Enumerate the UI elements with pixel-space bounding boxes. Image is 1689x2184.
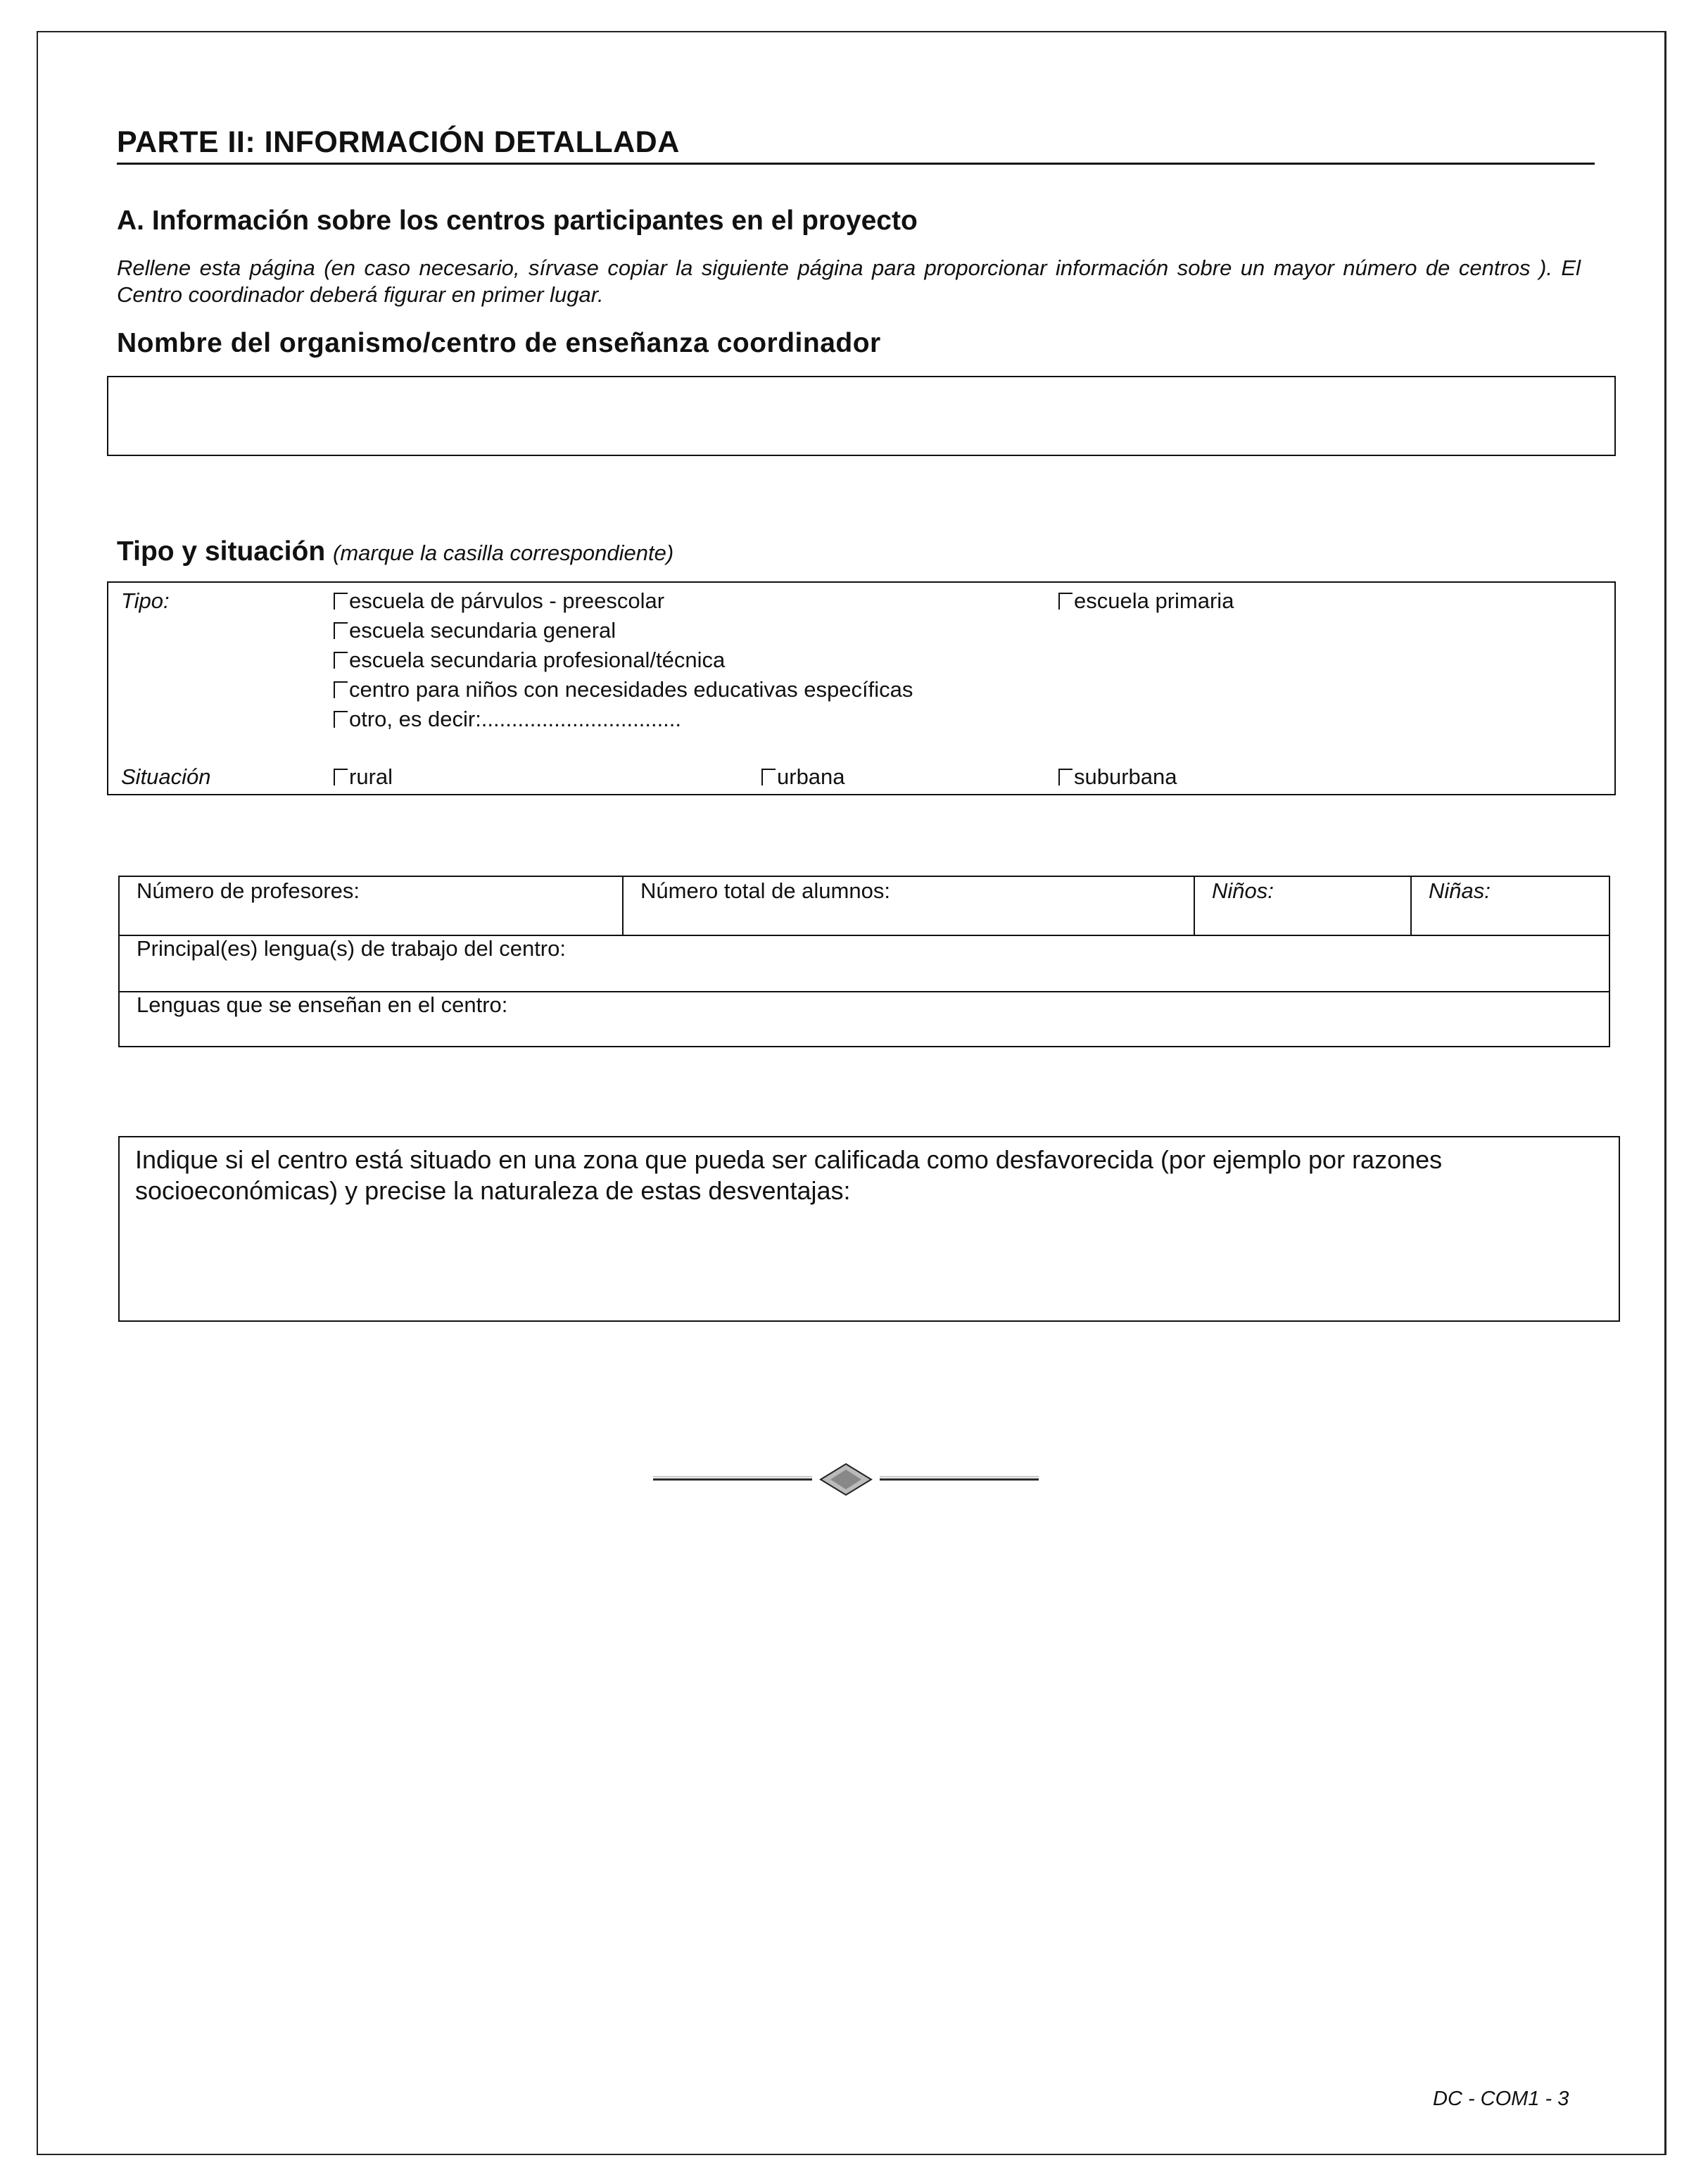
option-secundaria-profesional[interactable]: escuela secundaria profesional/técnica bbox=[334, 648, 725, 673]
disadvantaged-zone-field[interactable] bbox=[118, 1136, 1620, 1322]
stats-row-working-languages[interactable] bbox=[120, 935, 1609, 992]
boys-cell[interactable] bbox=[1195, 877, 1412, 935]
centre-stats-table bbox=[118, 876, 1610, 1047]
checkbox-primaria[interactable] bbox=[1058, 593, 1073, 610]
coordinator-name-field[interactable] bbox=[107, 376, 1616, 456]
option-otro[interactable]: otro, es decir:................................. bbox=[334, 707, 681, 732]
girls-cell[interactable] bbox=[1412, 877, 1609, 935]
boys-label: Niños: bbox=[1212, 878, 1274, 903]
checkbox-necesidades-especificas[interactable] bbox=[334, 681, 348, 698]
working-languages-label: Principal(es) lengua(s) de trabajo del centro: bbox=[137, 936, 566, 961]
checkbox-suburbana[interactable] bbox=[1058, 769, 1073, 785]
girls-label: Niñas: bbox=[1429, 878, 1491, 903]
stats-row-taught-languages[interactable] bbox=[120, 991, 1609, 1046]
section-a-title: A. Información sobre los centros participantes en el proyecto bbox=[117, 206, 918, 236]
checkbox-otro[interactable] bbox=[334, 711, 348, 728]
option-suburbana[interactable]: suburbana bbox=[1058, 764, 1177, 790]
option-rural[interactable]: rural bbox=[334, 764, 393, 790]
option-secundaria-general[interactable]: escuela secundaria general bbox=[334, 618, 616, 643]
tipo-situacion-title: Tipo y situación bbox=[117, 536, 326, 567]
coordinator-heading: Nombre del organismo/centro de enseñanza coordinador bbox=[117, 328, 881, 358]
taught-languages-label: Lenguas que se enseñan en el centro: bbox=[137, 992, 508, 1017]
disadvantaged-prompt: Indique si el centro está situado en una zona que pueda ser calificada como desfavorecida (por ejemplo por razones socioeconómicas) y precise la naturaleza de estas desventajas: bbox=[135, 1145, 1443, 1205]
students-label: Número total de alumnos: bbox=[640, 878, 890, 903]
page-code: DC - COM1 - 3 bbox=[1433, 2088, 1569, 2110]
section-a-instructions: Rellene esta página (en caso necesario, sírvase copiar la siguiente página para proporcionar información sobre un mayor número de centros ). El Centro coordinador deberá figurar en primer lugar. bbox=[117, 255, 1581, 307]
tipo-label: Tipo: bbox=[121, 588, 170, 613]
checkbox-secundaria-general[interactable] bbox=[334, 622, 348, 639]
students-cell[interactable] bbox=[624, 877, 1195, 935]
option-primaria[interactable]: escuela primaria bbox=[1058, 588, 1234, 614]
tipo-situacion-heading bbox=[117, 536, 673, 567]
checkbox-secundaria-profesional[interactable] bbox=[334, 652, 348, 669]
stats-row-counts bbox=[120, 877, 1609, 936]
tipo-situacion-note: (marque la casilla correspondiente) bbox=[333, 541, 674, 565]
option-preescolar[interactable]: escuela de párvulos - preescolar bbox=[334, 588, 664, 614]
option-urbana[interactable]: urbana bbox=[761, 764, 845, 790]
checkbox-preescolar[interactable] bbox=[334, 593, 348, 610]
checkbox-urbana[interactable] bbox=[761, 769, 776, 785]
teachers-cell[interactable] bbox=[120, 877, 624, 935]
teachers-label: Número de profesores: bbox=[137, 878, 360, 903]
part-title: PARTE II: INFORMACIÓN DETALLADA bbox=[117, 125, 1595, 165]
checkbox-rural[interactable] bbox=[334, 769, 348, 785]
tipo-situacion-box bbox=[107, 581, 1616, 795]
situacion-label: Situación bbox=[121, 764, 211, 789]
option-necesidades-especificas[interactable]: centro para niños con necesidades educativas específicas bbox=[334, 677, 913, 702]
divider-ornament-icon bbox=[653, 1458, 1039, 1501]
